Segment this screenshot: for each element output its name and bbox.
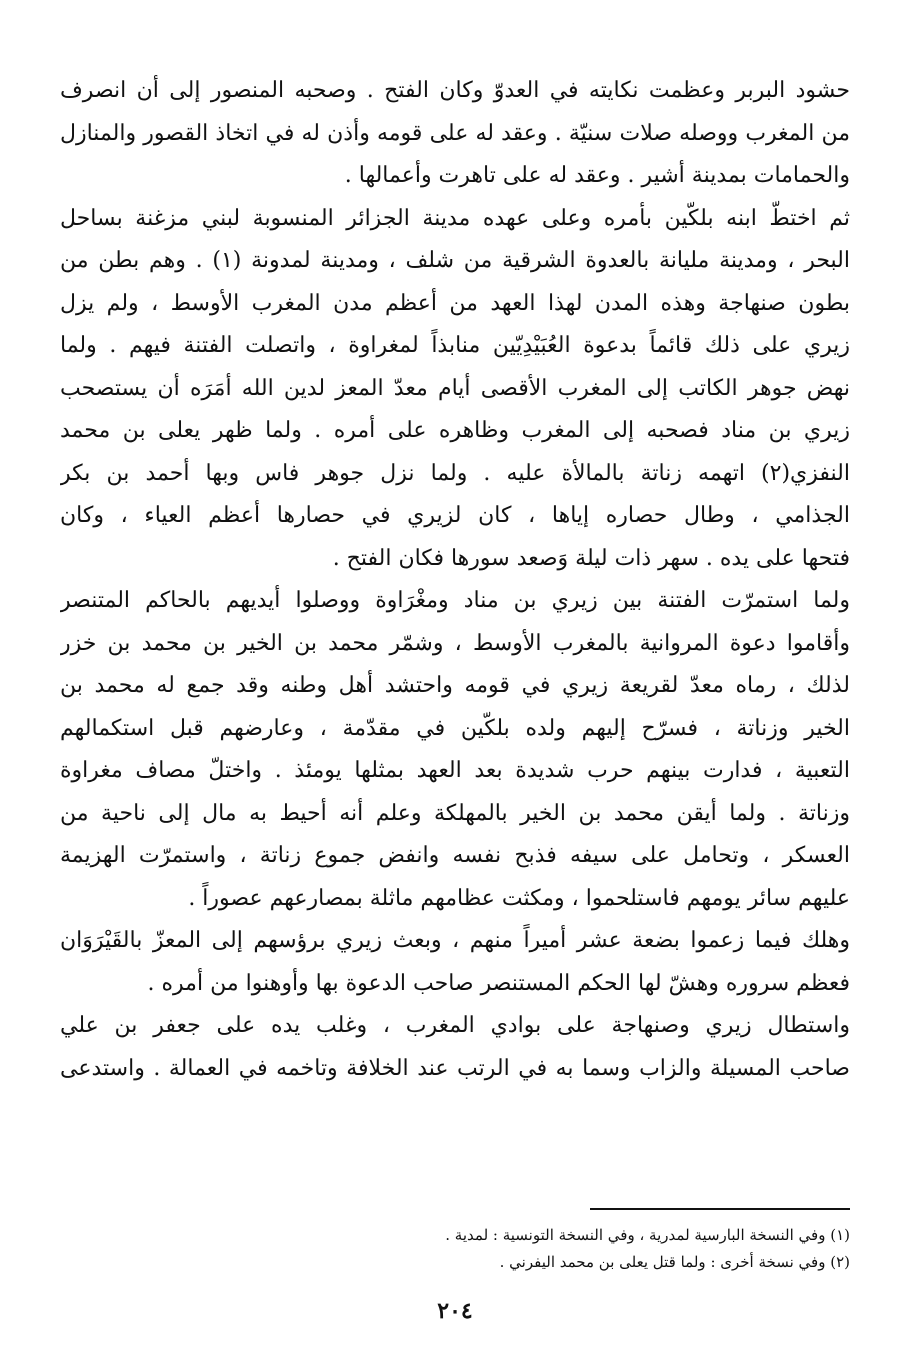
text-line: وزناتة . ولما أيقن محمد بن الخير بالمهلكة وعلم أنه أحيط به مال إلى ناحية من (60, 800, 850, 826)
page-number: ٢٠٤ (437, 1298, 473, 1324)
text-line: العسكر ، وتحامل على سيفه فذبح نفسه وانفض جموع زناتة ، واستمرّت الهزيمة (60, 843, 850, 868)
text-line: من المغرب ووصله صلات سنيّة . وعقد له على قومه وأذن له في اتخاذ القصور والمنازل (60, 120, 850, 146)
text-line: الخير وزناتة ، فسرّح إليهم ولده بلكّين في مقدّمة ، وعارضهم قبل استكمالهم (60, 715, 850, 741)
footnote-separator (590, 1208, 850, 1210)
text-line: زيري على ذلك قائماً بدعوة العُبَيْدِيّين منابذاً لمغراوة ، واتصلت الفتنة فيهم . ولما (60, 333, 850, 358)
text-line: الجذامي ، وطال حصاره إياها ، كان لزيري في حصارها أعظم العياء ، وكان (60, 503, 850, 528)
footnote-line: (١) وفي النسخة البارسية لمدرية ، وفي النسخة التونسية : لمدية . (445, 1226, 850, 1244)
text-line: زيري بن مناد فصحبه إلى المغرب وظاهره على أمره . ولما ظهر يعلى بن محمد (60, 418, 850, 443)
footnote-line: (٢) وفي نسخة أخرى : ولما قتل يعلى بن محمد اليفرني . (499, 1253, 850, 1271)
text-line: نهض جوهر الكاتب إلى المغرب الأقصى أيام معدّ المعز لدين الله أمَرَه أن يستصحب (60, 375, 850, 401)
text-line: البحر ، ومدينة مليانة بالعدوة الشرقية من شلف ، ومدينة لمدونة (١) . وهم بطن من (60, 248, 850, 273)
book-page (60, 70, 850, 1350)
footnotes (60, 1222, 850, 1276)
text-line: لذلك ، رماه معدّ لقريعة زيري في قومه واحتشد أهل وطنه وقد جمع له محمد بن (60, 673, 850, 698)
text-line: فتحها على يده . سهر ذات ليلة وَصعد سورها فكان الفتح . (332, 545, 850, 571)
text-line: وهلك فيما زعموا بضعة عشر أميراً منهم ، وبعث زيري برؤسهم إلى المعزّ بالقَيْرَوَان (60, 928, 850, 953)
text-line: ولما استمرّت الفتنة بين زيري بن مناد ومغْرَاوة ووصلوا أيديهم بالحاكم المتنصر (60, 588, 850, 613)
text-line: وأقاموا دعوة المروانية بالمغرب الأوسط ، وشمّر محمد بن الخير بن محمد بن خزر (60, 630, 850, 656)
text-line: النفزي(٢) اتهمه زناتة بالمالأة عليه . ولما نزل جوهر فاس وبها أحمد بن بكر (60, 460, 850, 486)
text-line: والحمامات بمدينة أشير . وعقد له على تاهرت وأعمالها . (344, 163, 850, 188)
body-text (60, 70, 850, 1090)
text-line: واستطال زيري وصنهاجة على بوادي المغرب ، وغلب يده على جعفر بن علي (60, 1013, 850, 1038)
text-line: التعبية ، فدارت بينهم حرب شديدة بعد العهد بمثلها يومئذ . واختلّ مصاف مغراوة (60, 758, 850, 783)
text-line: صاحب المسيلة والزاب وسما به في الرتب عند الخلافة وتاخمه في العمالة . واستدعى (60, 1055, 850, 1081)
text-line: عليهم سائر يومهم فاستلحموا ، ومكثت عظامهم ماثلة بمصارعهم عصوراً . (188, 885, 850, 911)
text-line: حشود البربر وعظمت نكايته في العدوّ وكان الفتح . وصحبه المنصور إلى أن انصرف (60, 78, 850, 103)
text-line: بطون صنهاجة وهذه المدن لهذا العهد من أعظم مدن المغرب الأوسط ، ولم يزل (60, 290, 850, 316)
text-line: ثم اختطّ ابنه بلكّين بأمره وعلى عهده مدينة الجزائر المنسوبة لبني مزغنة بساحل (60, 205, 850, 231)
text-line: فعظم سروره وهشّ لها الحكم المستنصر صاحب الدعوة بها وأوهنوا من أمره . (147, 970, 850, 996)
